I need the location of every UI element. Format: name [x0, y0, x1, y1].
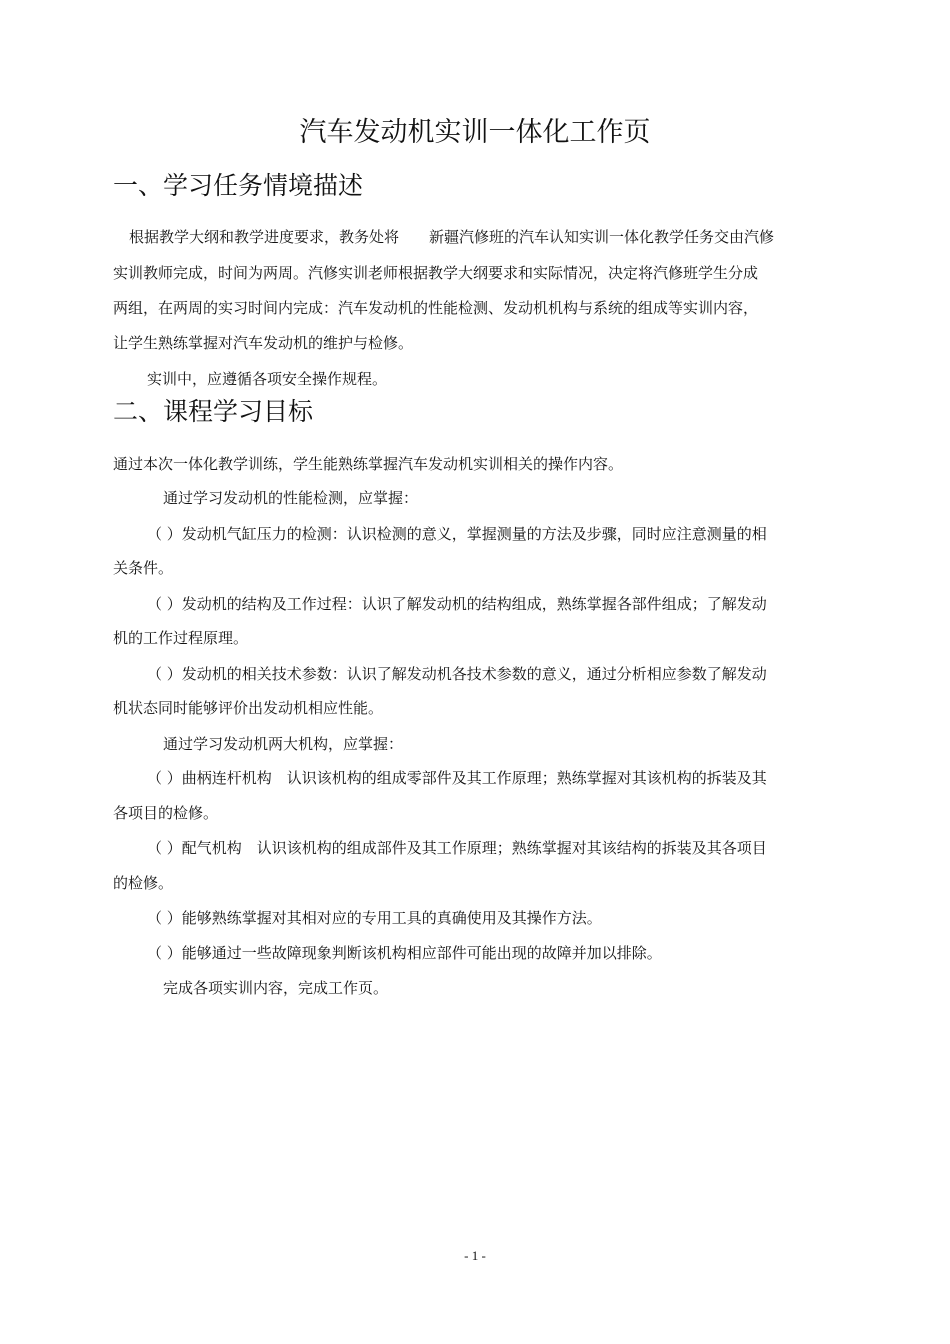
objective-item-cont: 关条件。: [113, 559, 174, 577]
section-heading-2: 二、课程学习目标: [113, 397, 314, 426]
document-title: 汽车发动机实训一体化工作页: [299, 117, 651, 148]
objective-item: （ ）发动机气缸压力的检测：认识检测的意义，掌握测量的方法及步骤，同时应注意测量的相: [147, 525, 767, 543]
objective-item: （ ）能够通过一些故障现象判断该机构相应部件可能出现的故障并加以排除。: [147, 944, 662, 962]
objective-item: （ ）配气机构 认识该机构的组成部件及其工作原理；熟练掌握对其该结构的拆装及其各项目: [147, 839, 767, 857]
closing-line: 完成各项实训内容，完成工作页。: [163, 979, 389, 997]
page-number: - 1 -: [464, 1248, 486, 1263]
objective-intro: 通过本次一体化教学训练，学生能熟练掌握汽车发动机实训相关的操作内容。: [113, 455, 624, 473]
objective-item: （ ）发动机的相关技术参数：认识了解发动机各技术参数的意义，通过分析相应参数了解发动: [147, 665, 767, 683]
objective-item-cont: 的检修。: [113, 874, 174, 892]
paragraph-line: 让学生熟练掌握对汽车发动机的维护与检修。: [113, 334, 414, 352]
objective-item-cont: 各项目的检修。: [113, 804, 219, 822]
paragraph-line: 根据教学大纲和教学进度要求，教务处将 新疆汽修班的汽车认知实训一体化教学任务交由汽修: [129, 228, 775, 246]
subheading-performance: 通过学习发动机的性能检测，应掌握：: [163, 489, 419, 507]
objective-item: （ ）曲柄连杆机构 认识该机构的组成零部件及其工作原理；熟练掌握对其该机构的拆装及其: [147, 769, 767, 787]
objective-item: （ ）能够熟练掌握对其相对应的专用工具的真确使用及其操作方法。: [147, 909, 602, 927]
objective-item-cont: 机状态同时能够评价出发动机相应性能。: [113, 699, 384, 717]
paragraph-line: 实训教师完成，时间为两周。汽修实训老师根据教学大纲要求和实际情况，决定将汽修班学生分成: [113, 264, 759, 282]
safety-note: 实训中，应遵循各项安全操作规程。: [147, 370, 388, 388]
section-heading-1: 一、学习任务情境描述: [113, 171, 364, 200]
objective-item: （ ）发动机的结构及工作过程：认识了解发动机的结构组成，熟练掌握各部件组成；了解发动: [147, 595, 767, 613]
objective-item-cont: 机的工作过程原理。: [113, 629, 249, 647]
paragraph-line: 两组，在两周的实习时间内完成：汽车发动机的性能检测、发动机机构与系统的组成等实训内容，: [113, 299, 759, 317]
subheading-mechanisms: 通过学习发动机两大机构，应掌握：: [163, 735, 404, 753]
